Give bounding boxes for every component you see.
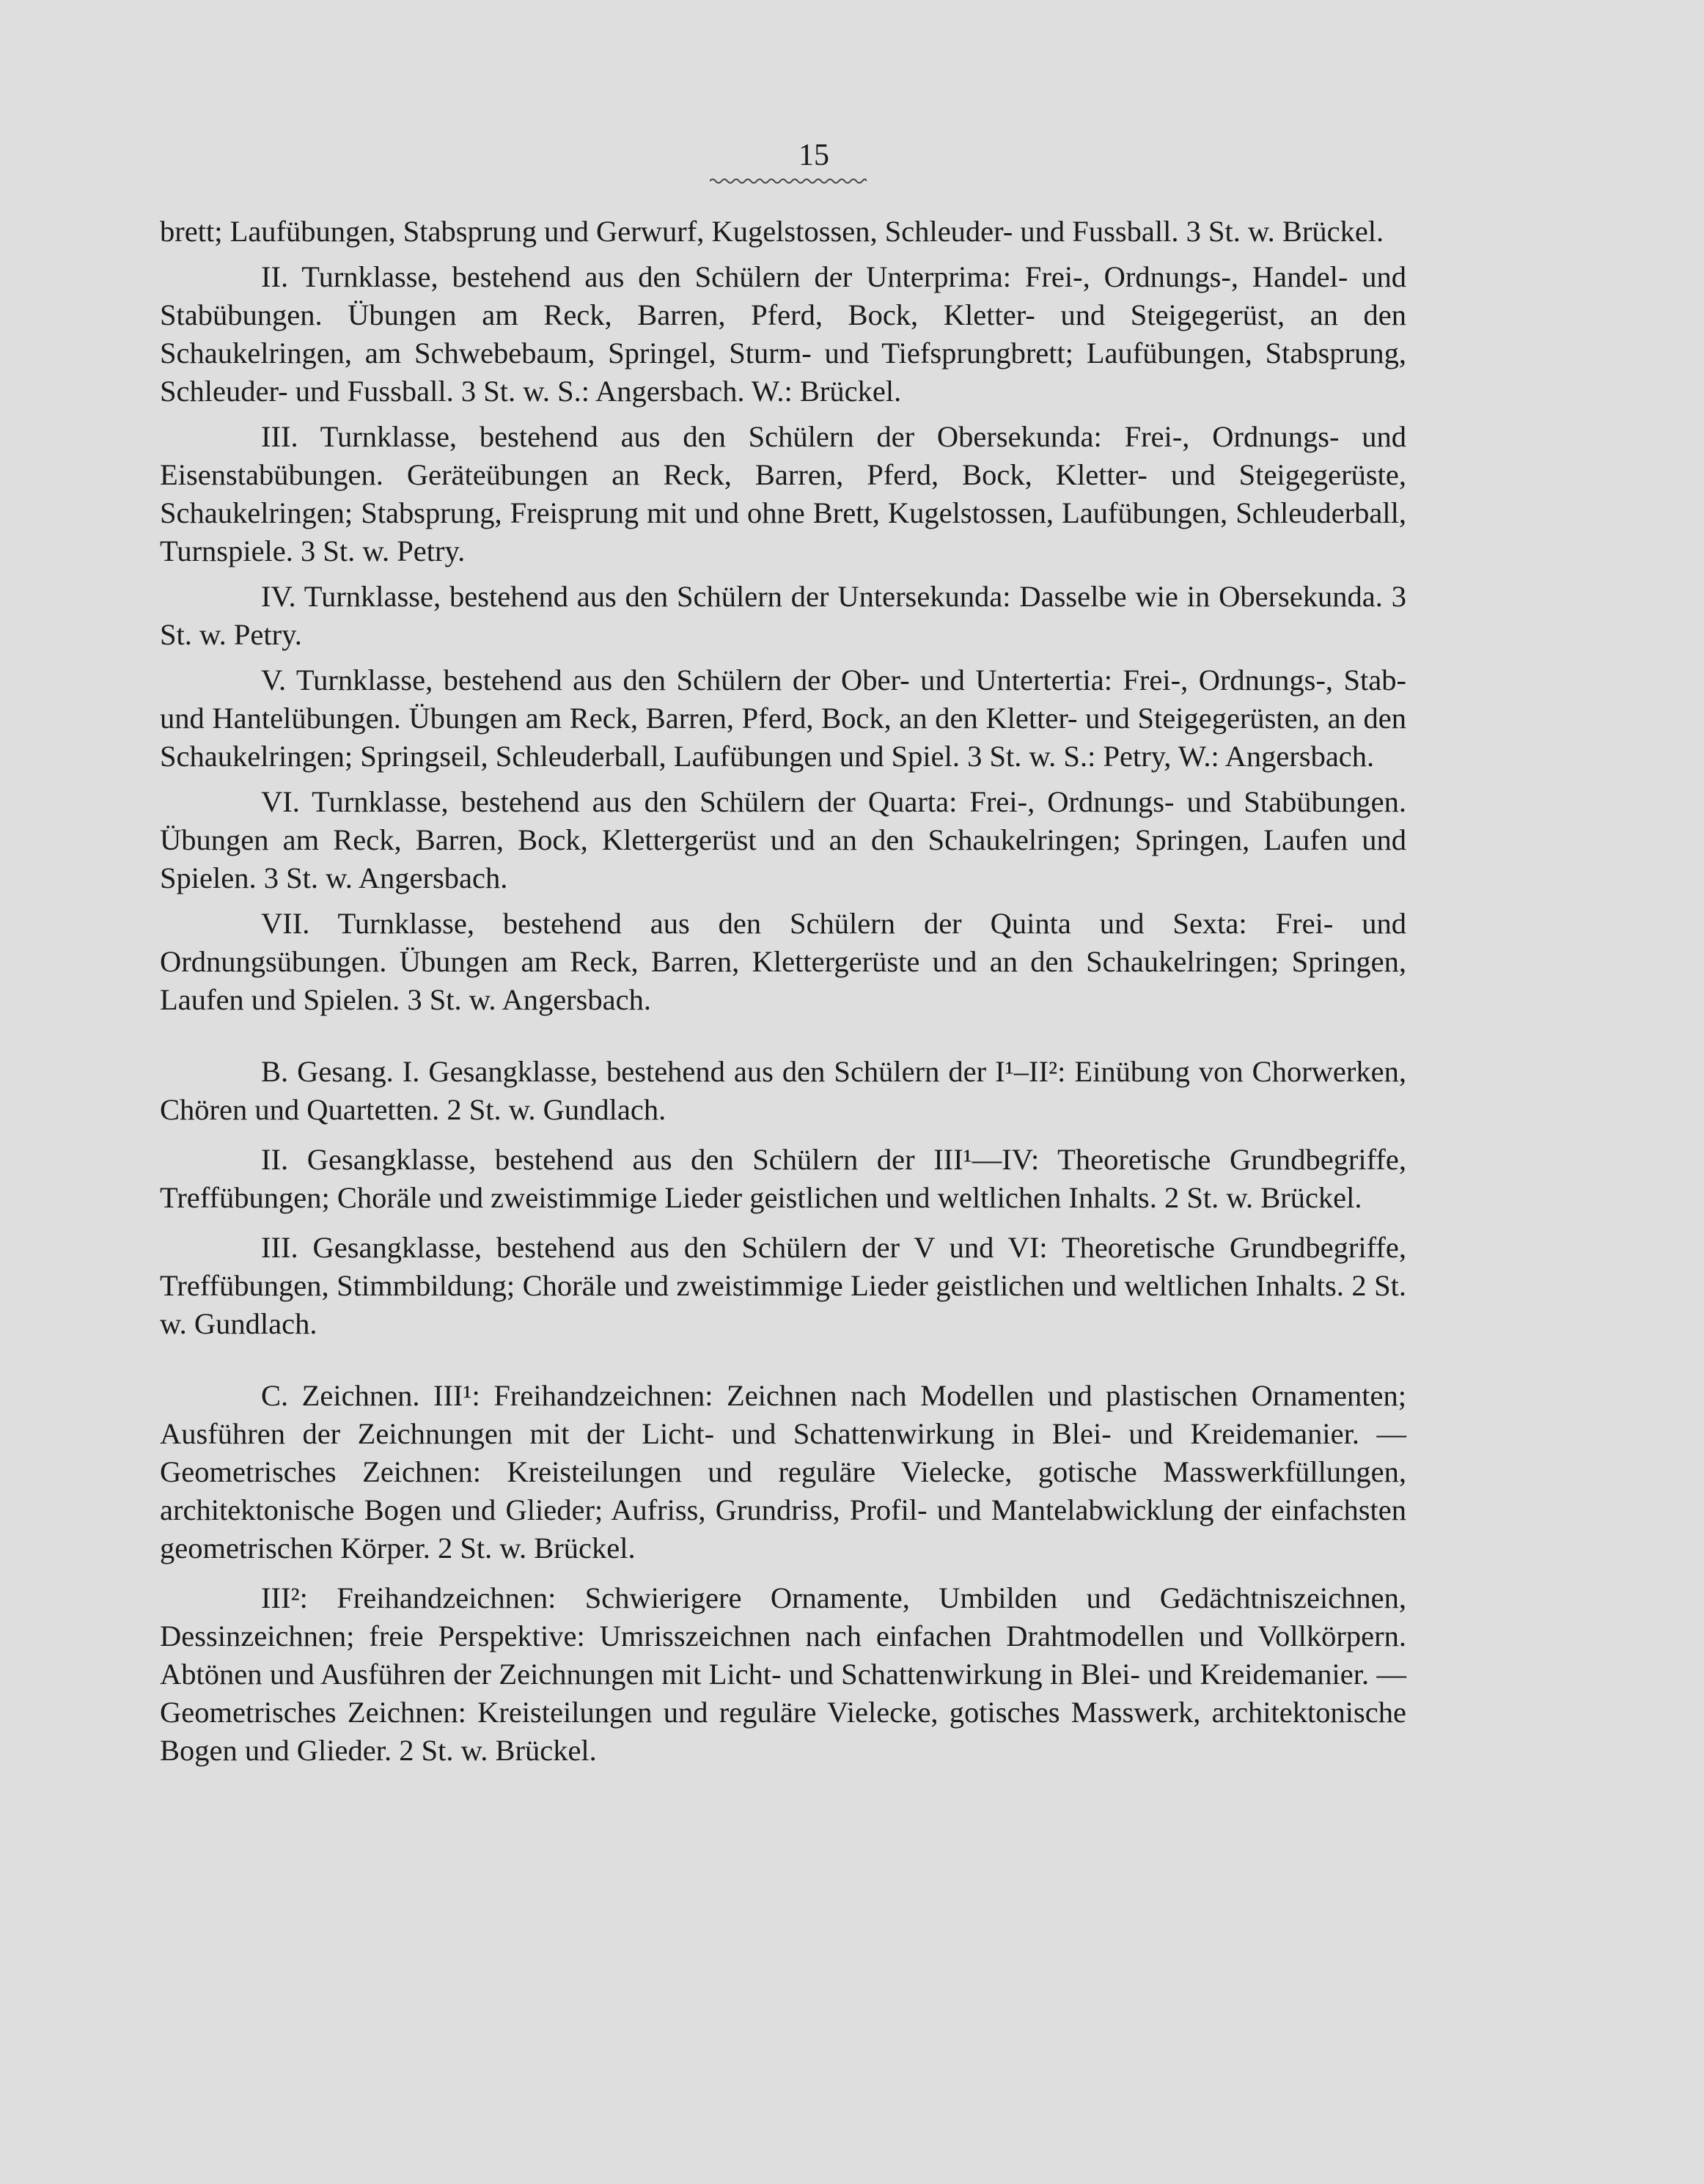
paragraph-gesang-3: III. Gesangklasse, bestehend aus den Schülern der V und VI: Theoretische Grundbegriffe, Treffübungen, Stimmbildung; Choräle und zweistimmige Lieder geistlichen und weltlichen Inhalts. 2 St. w. Gundlach. — [160, 1231, 1406, 1340]
paragraph-zeichnen-2: III²: Freihandzeichnen: Schwierigere Ornamente, Umbilden und Gedächtniszeichnen, Dessinzeichnen; freie Perspektive: Umrisszeichnen nach einfachen Drahtmodellen und Vollkörpern. Abtönen und Ausführen der Zeichnungen mit Licht- und Schattenwirkung in Blei- und Kreidemanier. — Geometrisches Zeichnen: Kreisteilungen und reguläre Vielecke, gotisches Masswerk, architektonische Bogen und Glieder. 2 St. w. Brückel. — [160, 1581, 1406, 1767]
paragraph-gesang-1: B. Gesang. I. Gesangklasse, bestehend aus den Schülern der I¹–II²: Einübung von Chorwerken, Chören und Quartetten. 2 St. w. Gundlach. — [160, 1055, 1406, 1126]
paragraph-turnklasse-6: VI. Turnklasse, bestehend aus den Schülern der Quarta: Frei-, Ordnungs- und Stabübungen. Übungen am Reck, Barren, Bock, Klettergerüst und an den Schaukelringen; Springen, Laufen und Spielen. 3 St. w. Angersbach. — [160, 785, 1406, 894]
paragraph-zeichnen-1: C. Zeichnen. III¹: Freihandzeichnen: Zeichnen nach Modellen und plastischen Ornamenten; Ausführen der Zeichnungen mit der Licht- und Schattenwirkung in Blei- und Kreidemanier. — Geometrisches Zeichnen: Kreisteilungen und reguläre Vielecke, gotische Masswerkfüllungen, architektonische Bogen und Glieder; Aufriss, Grundriss, Profil- und Mantelabwicklung der einfachsten geometrischen Körper. 2 St. w. Brückel. — [160, 1379, 1406, 1565]
paragraph-gesang-2: II. Gesangklasse, bestehend aus den Schülern der III¹—IV: Theoretische Grundbegriffe, Treffübungen; Choräle und zweistimmige Lieder geistlichen und weltlichen Inhalts. 2 St. w. Brückel. — [160, 1143, 1406, 1214]
paragraph-turnklasse-2: II. Turnklasse, bestehend aus den Schülern der Unterprima: Frei-, Ordnungs-, Handel- und Stabübungen. Übungen am Reck, Barren, Pferd, Bock, Kletter- und Steigegerüst, an den Schaukelringen, am Schwebebaum, Springel, Sturm- und Tiefsprungbrett; Laufübungen, Stabsprung, Schleuder- und Fussball. 3 St. w. S.: Angersbach. W.: Brückel. — [160, 260, 1406, 408]
paragraph-turnklasse-4: IV. Turnklasse, bestehend aus den Schülern der Untersekunda: Dasselbe wie in Obersekunda. 3 St. w. Petry. — [160, 580, 1406, 651]
body-text — [160, 213, 1406, 1770]
paragraph-turnklasse-7: VII. Turnklasse, bestehend aus den Schülern der Quinta und Sexta: Frei- und Ordnungsübungen. Übungen am Reck, Barren, Klettergerüste und an den Schaukelringen; Springen, Laufen und Spielen. 3 St. w. Angersbach. — [160, 907, 1406, 1016]
paragraph-turnklasse-5: V. Turnklasse, bestehend aus den Schülern der Ober- und Untertertia: Frei-, Ordnungs-, Stab- und Hantelübungen. Übungen am Reck, Barren, Pferd, Bock, an den Kletter- und Steigegerüsten, an den Schaukelringen; Springseil, Schleuderball, Laufübungen und Spiel. 3 St. w. S.: Petry, W.: Angersbach. — [160, 663, 1406, 773]
page-number-ornament — [710, 176, 867, 186]
paragraph-turnen-continued: brett; Laufübungen, Stabsprung und Gerwurf, Kugelstossen, Schleuder- und Fussball. 3 St. w. Brückel. — [160, 215, 1384, 248]
page-number: 15 — [798, 139, 829, 172]
paragraph-turnklasse-3: III. Turnklasse, bestehend aus den Schülern der Obersekunda: Frei-, Ordnungs- und Eisenstabübungen. Geräteübungen an Reck, Barren, Pferd, Bock, Kletter- und Steigegerüste, Schaukelringen; Stabsprung, Freisprung mit und ohne Brett, Kugelstossen, Laufübungen, Schleuderball, Turnspiele. 3 St. w. Petry. — [160, 420, 1406, 567]
